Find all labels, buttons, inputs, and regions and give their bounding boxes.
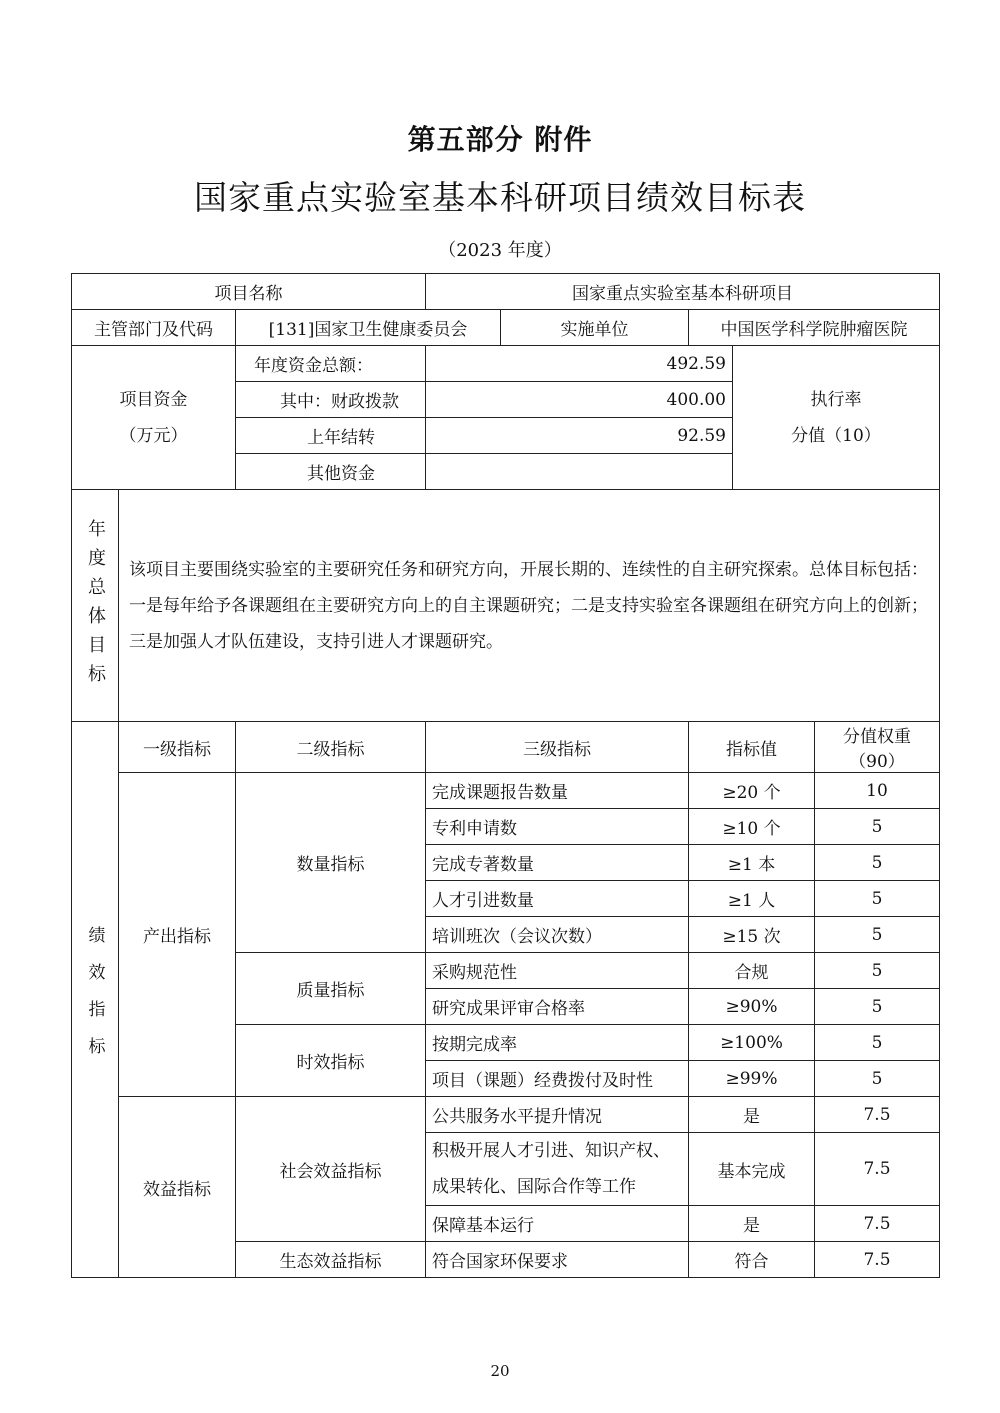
annual-goal-label: 年度总体目标 — [72, 490, 119, 722]
department-label: 主管部门及代码 — [72, 310, 236, 346]
indicator-value: 合规 — [689, 953, 815, 989]
execution-rate-score: 分值（10） — [791, 425, 881, 446]
table-row — [72, 773, 940, 809]
indicator-name: 完成课题报告数量 — [426, 773, 689, 809]
perf-header-value: 指标值 — [689, 722, 815, 773]
indicator-value: ≥15 次 — [689, 917, 815, 953]
implementing-unit-value: 中国医学科学院肿瘤医院 — [689, 310, 940, 346]
indicator-value: 是 — [689, 1097, 815, 1133]
funds-label — [72, 346, 236, 490]
funds-fiscal-label: 其中：财政拨款 — [236, 382, 426, 418]
funds-fiscal-value: 400.00 — [426, 382, 733, 418]
funds-carryover-value: 92.59 — [426, 418, 733, 454]
level2-quality: 质量指标 — [236, 953, 426, 1025]
performance-target-table — [71, 273, 940, 1278]
level2-ecology: 生态效益指标 — [236, 1242, 426, 1278]
funds-total-label: 年度资金总额： — [236, 346, 426, 382]
level2-social: 社会效益指标 — [236, 1097, 426, 1242]
annual-goal-text: 该项目主要围绕实验室的主要研究任务和研究方向，开展长期的、连续性的自主研究探索。总体目标包括：一是每年给予各课题组在主要研究方向上的自主课题研究；二是支持实验室各课题组在研究方向上的创新；三是加强人才队伍建设，支持引进人才课题研究。 — [119, 490, 940, 722]
indicator-value: 基本完成 — [689, 1133, 815, 1206]
funds-other-value — [426, 454, 733, 490]
department-value: [131]国家卫生健康委员会 — [236, 310, 501, 346]
indicator-weight: 5 — [815, 1025, 940, 1061]
indicator-weight: 7.5 — [815, 1242, 940, 1278]
funds-label-line1: 项目资金 — [119, 389, 188, 410]
indicator-name: 培训班次（会议次数） — [426, 917, 689, 953]
indicator-name: 研究成果评审合格率 — [426, 989, 689, 1025]
indicator-name: 专利申请数 — [426, 809, 689, 845]
indicator-weight: 5 — [815, 953, 940, 989]
perf-indicators-label: 绩效指标 — [72, 722, 119, 1278]
indicator-value: 是 — [689, 1206, 815, 1242]
indicator-value: ≥99% — [689, 1061, 815, 1097]
perf-header-row — [72, 722, 940, 773]
perf-header-level2: 二级指标 — [236, 722, 426, 773]
indicator-value: ≥90% — [689, 989, 815, 1025]
indicator-weight: 5 — [815, 917, 940, 953]
funds-other-label: 其他资金 — [236, 454, 426, 490]
indicator-weight: 10 — [815, 773, 940, 809]
indicator-weight: 5 — [815, 1061, 940, 1097]
indicator-name: 项目（课题）经费拨付及时性 — [426, 1061, 689, 1097]
indicator-value: ≥20 个 — [689, 773, 815, 809]
indicator-value: ≥1 本 — [689, 845, 815, 881]
indicator-weight: 5 — [815, 989, 940, 1025]
perf-header-level1: 一级指标 — [119, 722, 236, 773]
execution-rate-label: 执行率 — [810, 389, 862, 410]
annual-goal-row — [72, 490, 940, 722]
project-name-value: 国家重点实验室基本科研项目 — [426, 274, 940, 310]
funds-total-value: 492.59 — [426, 346, 733, 382]
level1-output: 产出指标 — [119, 773, 236, 1097]
level2-timeliness: 时效指标 — [236, 1025, 426, 1097]
execution-rate-cell — [733, 346, 940, 490]
indicator-weight: 5 — [815, 809, 940, 845]
year-label: （2023 年度） — [438, 240, 562, 261]
perf-header-level3: 三级指标 — [426, 722, 689, 773]
indicator-name: 完成专著数量 — [426, 845, 689, 881]
section-heading: 第五部分 附件 — [407, 123, 593, 156]
indicator-weight: 5 — [815, 845, 940, 881]
implementing-unit-label: 实施单位 — [501, 310, 689, 346]
indicator-name: 积极开展人才引进、知识产权、成果转化、国际合作等工作 — [426, 1133, 689, 1206]
indicator-value: ≥10 个 — [689, 809, 815, 845]
indicator-weight: 7.5 — [815, 1133, 940, 1206]
indicator-name: 采购规范性 — [426, 953, 689, 989]
project-name-label: 项目名称 — [72, 274, 426, 310]
indicator-weight: 5 — [815, 881, 940, 917]
indicator-weight: 7.5 — [815, 1206, 940, 1242]
indicator-name: 人才引进数量 — [426, 881, 689, 917]
project-name-row — [72, 274, 940, 310]
page-title: 国家重点实验室基本科研项目绩效目标表 — [194, 178, 806, 217]
page-number: 20 — [490, 1362, 510, 1380]
indicator-name: 保障基本运行 — [426, 1206, 689, 1242]
department-row — [72, 310, 940, 346]
table-row — [72, 1097, 940, 1133]
indicator-value: ≥1 人 — [689, 881, 815, 917]
indicator-name: 按期完成率 — [426, 1025, 689, 1061]
level1-benefit: 效益指标 — [119, 1097, 236, 1278]
perf-header-weight: 分值权重（90） — [815, 722, 940, 773]
level2-quantity: 数量指标 — [236, 773, 426, 953]
indicator-weight: 7.5 — [815, 1097, 940, 1133]
indicator-value: ≥100% — [689, 1025, 815, 1061]
indicator-value: 符合 — [689, 1242, 815, 1278]
funds-label-line2: （万元） — [119, 425, 188, 446]
indicator-name: 公共服务水平提升情况 — [426, 1097, 689, 1133]
funds-row — [72, 346, 940, 382]
indicator-name: 符合国家环保要求 — [426, 1242, 689, 1278]
funds-carryover-label: 上年结转 — [236, 418, 426, 454]
